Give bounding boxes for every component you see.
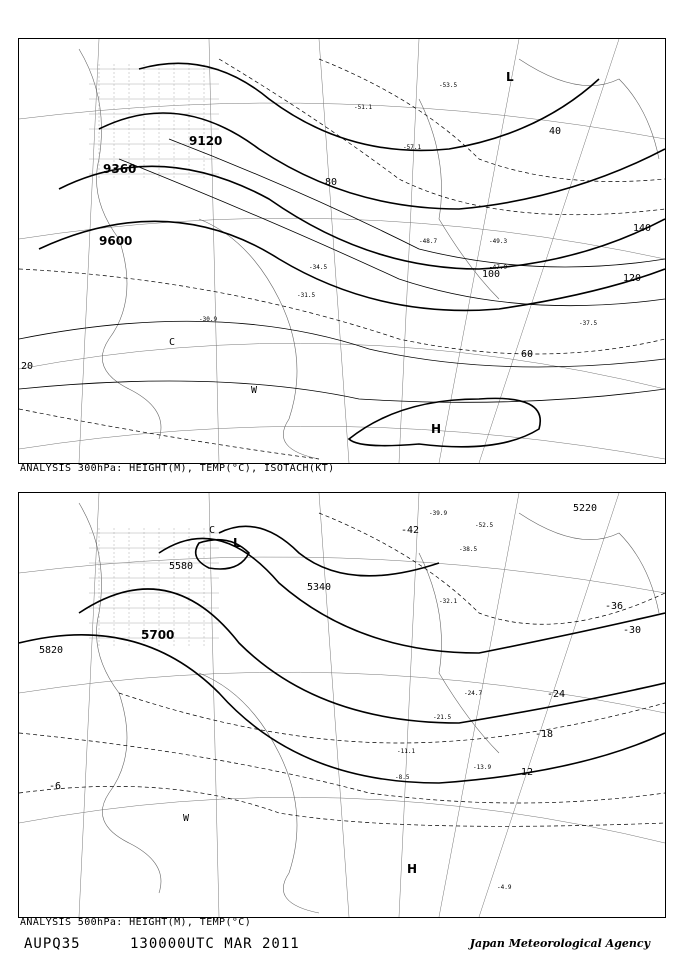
isotach-label: 80 bbox=[325, 177, 338, 188]
height-contours bbox=[39, 63, 665, 447]
low-center: L bbox=[506, 70, 514, 84]
isotherm-label: -42 bbox=[401, 525, 420, 536]
temp-value: -8.5 bbox=[395, 774, 410, 781]
temp-value: -37.5 bbox=[579, 320, 598, 327]
temp-value: -21.5 bbox=[433, 714, 452, 721]
chart-500hpa bbox=[18, 492, 666, 918]
height-label-9360: 9360 bbox=[103, 162, 137, 176]
high-center: H bbox=[407, 862, 418, 876]
temp-value: -38.5 bbox=[459, 546, 478, 553]
temp-value: -39.9 bbox=[429, 510, 448, 517]
temp-value: -47.9 bbox=[489, 264, 508, 271]
height-label-5700: 5700 bbox=[141, 628, 175, 642]
height-label-9600: 9600 bbox=[99, 234, 133, 248]
height-label-5820: 5820 bbox=[39, 645, 64, 656]
coastline bbox=[79, 503, 659, 913]
temp-value: -48.7 bbox=[419, 238, 438, 245]
isotach-label: 120 bbox=[623, 273, 642, 284]
temp-value: -32.1 bbox=[439, 598, 458, 605]
temp-value: -30.9 bbox=[199, 316, 218, 323]
isotach-label: 100 bbox=[482, 269, 501, 280]
temp-value: -24.7 bbox=[464, 690, 483, 697]
high-center: H bbox=[431, 422, 442, 436]
temp-value: -53.5 bbox=[439, 82, 458, 89]
temp-value: -57.1 bbox=[403, 144, 422, 151]
height-contours bbox=[19, 526, 665, 783]
valid-time: 130000UTC MAR 2011 bbox=[130, 936, 300, 952]
temp-value: -13.9 bbox=[473, 764, 492, 771]
isotherm-label: -24 bbox=[547, 689, 566, 700]
temp-value: -34.5 bbox=[309, 264, 328, 271]
temp-value: -52.5 bbox=[475, 522, 494, 529]
chart-300hpa-canvas bbox=[19, 39, 665, 463]
isotherm-contours bbox=[19, 513, 665, 826]
height-label-5340: 5340 bbox=[307, 582, 332, 593]
height-label-5220: 5220 bbox=[573, 503, 598, 514]
product-code: AUPQ35 bbox=[24, 936, 81, 952]
temp-value: -11.1 bbox=[397, 748, 416, 755]
isotherm-label: -30 bbox=[623, 625, 642, 636]
isotherm-label: 12 bbox=[521, 767, 534, 778]
warm-center: W bbox=[183, 813, 190, 824]
isotherm-label: -36 bbox=[605, 601, 624, 612]
isotherm-label: -18 bbox=[535, 729, 554, 740]
caption-500hpa: ANALYSIS 500hPa: HEIGHT(M), TEMP(°C) bbox=[20, 917, 252, 928]
agency-name: Japan Meteorological Agency bbox=[469, 937, 650, 950]
isotach-label: 40 bbox=[549, 126, 562, 137]
cold-center: C bbox=[169, 337, 176, 348]
isotach-label: 20 bbox=[21, 361, 34, 372]
caption-300hpa: ANALYSIS 300hPa: HEIGHT(M), TEMP(°C), ISOTACH(KT) bbox=[20, 463, 335, 474]
warm-center: W bbox=[251, 385, 258, 396]
isotach-label: 140 bbox=[633, 223, 652, 234]
temp-value: -31.5 bbox=[297, 292, 316, 299]
chart-500hpa-canvas bbox=[19, 493, 665, 917]
height-label-5580: 5580 bbox=[169, 561, 194, 572]
temp-value: -49.3 bbox=[489, 238, 508, 245]
cold-center: C bbox=[209, 525, 216, 536]
isotherm-label: -6 bbox=[49, 781, 62, 792]
chart-300hpa bbox=[18, 38, 666, 464]
isotach-label: 60 bbox=[521, 349, 534, 360]
temp-value: -51.1 bbox=[354, 104, 373, 111]
temp-value: -4.9 bbox=[497, 884, 512, 891]
low-center: L bbox=[233, 536, 241, 550]
height-label-9120: 9120 bbox=[189, 134, 223, 148]
